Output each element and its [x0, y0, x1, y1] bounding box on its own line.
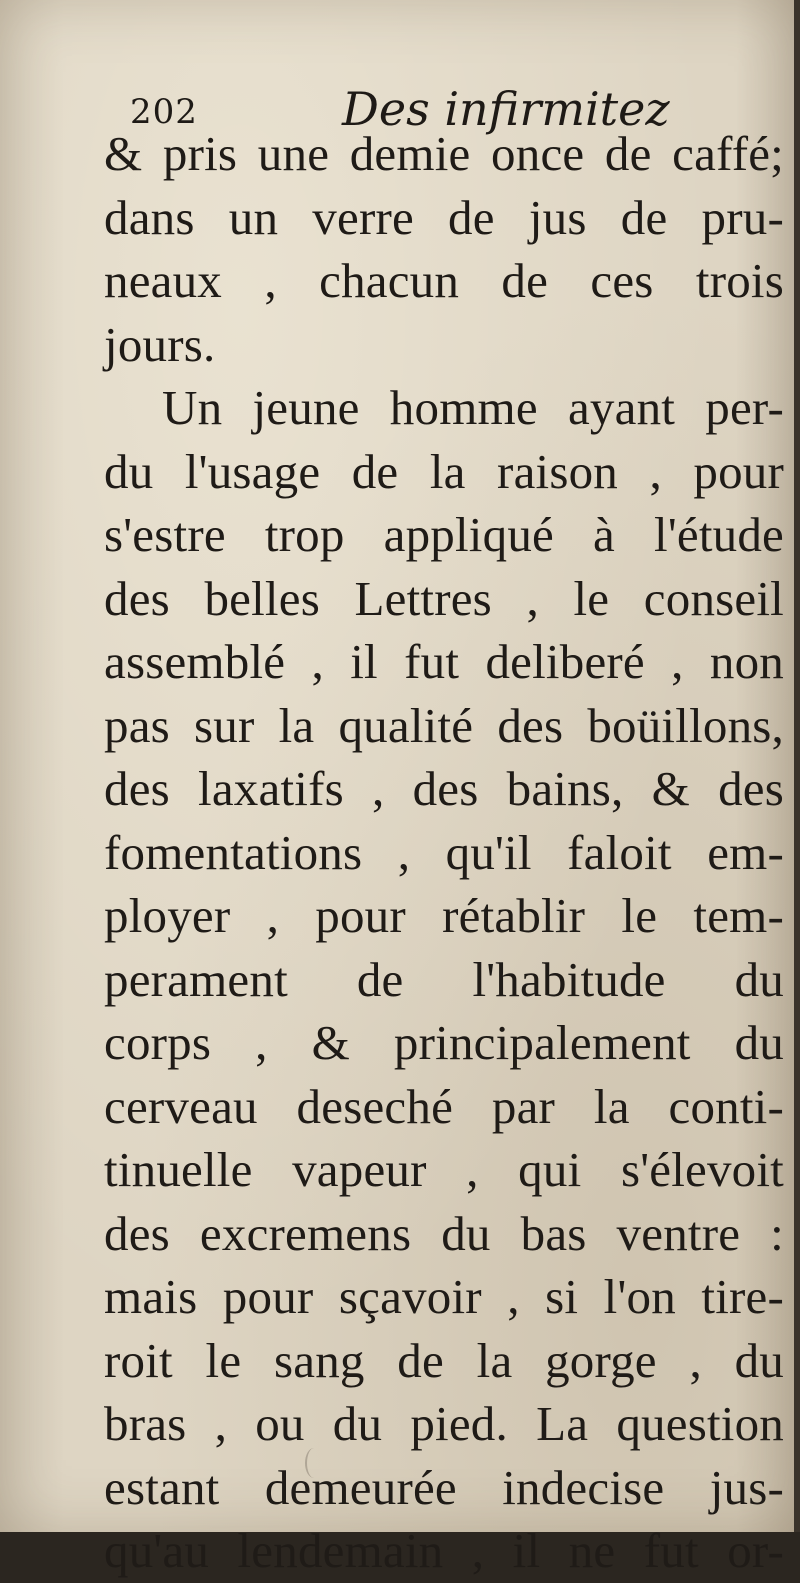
- body-text: [104, 122, 784, 1583]
- text-line: perament de l'habitude du: [104, 951, 784, 1007]
- page-number: 202: [130, 92, 198, 132]
- page-edge: [794, 0, 800, 1532]
- paragraph-first-line: Un jeune homme ayant per-: [162, 380, 784, 435]
- text-line: mais pour sçavoir , si l'on tire-: [104, 1269, 784, 1324]
- text-line: ployer , pour rétablir le tem-: [104, 888, 784, 943]
- text-line: s'estre trop appliqué à l'étude: [104, 507, 784, 562]
- text-line: des excremens du bas ventre :: [104, 1205, 784, 1261]
- ink-smudge: [305, 1448, 323, 1478]
- text-line: fomentations , qu'il faloit em-: [104, 824, 784, 880]
- text-line: estant demeurée indecise jus-: [104, 1459, 784, 1515]
- text-line: corps , & principalement du: [104, 1015, 784, 1070]
- text-line: neaux , chacun de ces trois: [104, 253, 784, 308]
- text-line: du l'usage de la raison , pour: [104, 443, 784, 499]
- running-head: Des infirmitez: [342, 82, 670, 136]
- text-line: & pris une demie once de caffé;: [104, 126, 784, 181]
- text-line: des laxatifs , des bains, & des: [104, 761, 784, 816]
- text-line: pas sur la qualité des boüillons,: [104, 697, 784, 753]
- text-line: tinuelle vapeur , qui s'élevoit: [104, 1142, 784, 1197]
- text-line: dans un verre de jus de pru-: [104, 189, 784, 245]
- text-line: des belles Lettres , le conseil: [104, 570, 784, 626]
- text-line: roit le sang de la gorge , du: [104, 1332, 784, 1388]
- text-line: jours.: [104, 316, 216, 372]
- text-line: bras , ou du pied. La question: [104, 1396, 784, 1451]
- text-line: cerveau deseché par la conti-: [104, 1078, 784, 1134]
- text-line: assemblé , il fut deliberé , non: [104, 634, 784, 689]
- text-line: qu'au lendemain , il ne fut or-: [104, 1523, 784, 1578]
